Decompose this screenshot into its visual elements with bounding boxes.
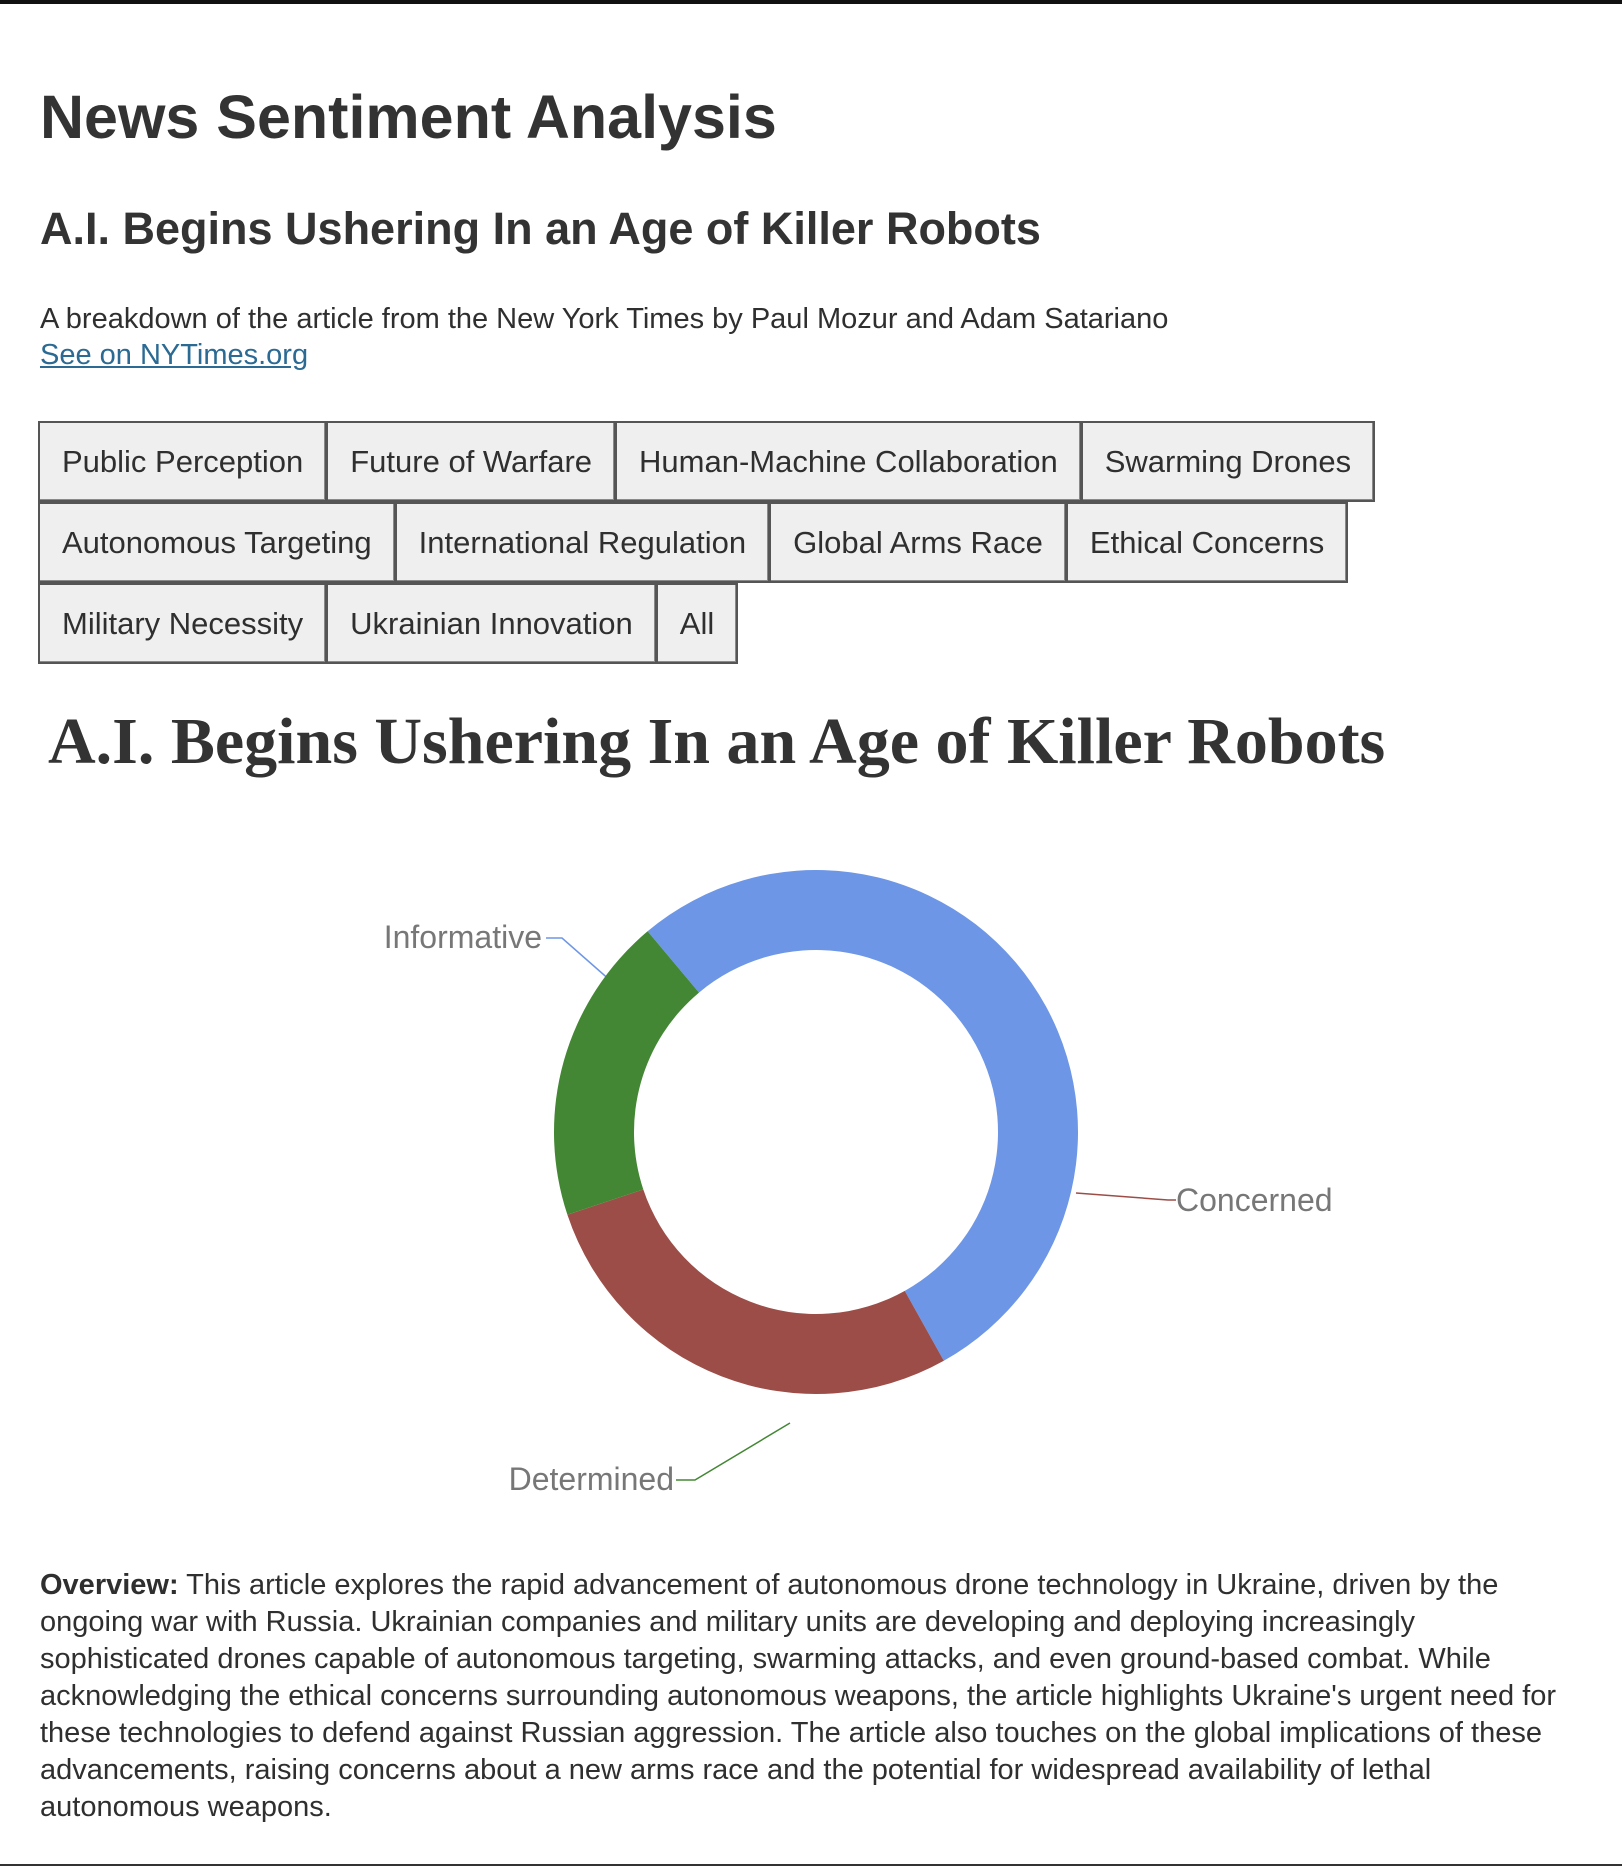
filter-button-swarming-drones[interactable]: Swarming Drones: [1081, 421, 1375, 502]
filter-button-international-regulation[interactable]: International Regulation: [395, 502, 770, 583]
slice-label-informative: Informative: [383, 919, 542, 955]
sentiment-donut-chart: [0, 690, 1622, 1540]
top-border: [0, 0, 1622, 4]
page-title: News Sentiment Analysis: [40, 83, 777, 151]
overview-label: Overview:: [40, 1569, 179, 1601]
filter-button-ukrainian-innovation[interactable]: Ukrainian Innovation: [326, 583, 657, 664]
overview-paragraph: [40, 1567, 1588, 1826]
article-title: A.I. Begins Ushering In an Age of Killer Robots: [40, 203, 1041, 254]
slice-label-determined: Determined: [508, 1461, 674, 1497]
filter-button-future-of-warfare[interactable]: Future of Warfare: [326, 421, 616, 502]
filter-button-ethical-concerns[interactable]: Ethical Concerns: [1066, 502, 1348, 583]
article-byline: A breakdown of the article from the New York Times by Paul Mozur and Adam Satariano: [40, 303, 1169, 335]
chart-title: A.I. Begins Ushering In an Age of Killer Robots: [48, 705, 1386, 778]
slice-label-concerned: Concerned: [1176, 1182, 1333, 1218]
filter-button-human-machine-collaboration[interactable]: Human-Machine Collaboration: [615, 421, 1082, 502]
filter-button-public-perception[interactable]: Public Perception: [38, 421, 327, 502]
topic-filter-bar: [39, 421, 1459, 664]
filter-button-military-necessity[interactable]: Military Necessity: [38, 583, 327, 664]
filter-button-all[interactable]: All: [656, 583, 738, 664]
overview-text: This article explores the rapid advancement of autonomous drone technology in Ukraine, driven by the ongoing war with Russia. Ukrainian companies and military units are developing and deploying increasingly sophisticated drones capable of autonomous targeting, swarming attacks, and even ground-based combat. While acknowledging the ethical concerns surrounding autonomous weapons, the article highlights Ukraine's urgent need for these technologies to defend against Russian aggression. The article also touches on the global implications of these advancements, raising concerns about a new arms race and the potential for widespread availability of lethal autonomous weapons.: [40, 1569, 1557, 1823]
filter-button-global-arms-race[interactable]: Global Arms Race: [769, 502, 1067, 583]
nytimes-link[interactable]: See on NYTimes.org: [40, 339, 309, 371]
sentiment-chart: [0, 690, 1622, 1540]
donut-slice-concerned: [567, 1189, 943, 1394]
leader-line-concerned: [1076, 1193, 1176, 1200]
donut-slice-determined: [554, 931, 699, 1214]
filter-button-autonomous-targeting[interactable]: Autonomous Targeting: [38, 502, 396, 583]
leader-line-determined: [676, 1423, 790, 1480]
